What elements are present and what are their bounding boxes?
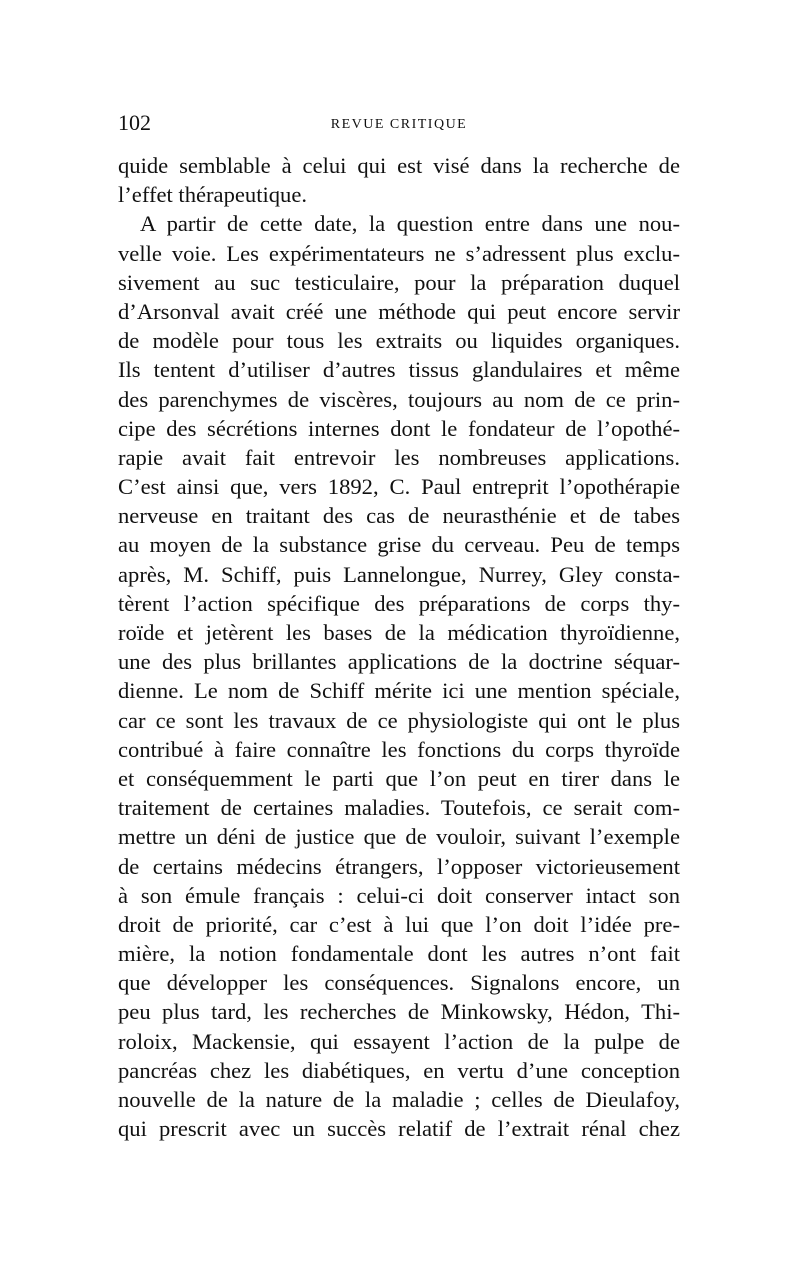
text-line: après, M. Schiff, puis Lannelongue, Nurrey, Gley consta- [118, 561, 680, 587]
running-head [118, 108, 680, 138]
text-line: de modèle pour tous les extraits ou liquides organiques. [118, 328, 680, 354]
text-line: d’Arsonval avait créé une méthode qui peut encore servir [118, 298, 680, 324]
text-line: rapie avait fait entrevoir les nombreuses applications. [118, 444, 680, 470]
text-line: une des plus brillantes applications de la doctrine séquar- [118, 649, 680, 675]
text-line: des parenchymes de viscères, toujours au nom de ce prin- [118, 386, 680, 412]
text-line: peu plus tard, les recherches de Minkowsky, Hédon, Thi- [118, 999, 680, 1025]
text-line: C’est ainsi que, vers 1892, C. Paul entreprit l’opothérapie [118, 474, 680, 500]
text-line: mettre un déni de justice que de vouloir, suivant l’exemple [118, 824, 680, 850]
text-line: roïde et jetèrent les bases de la médication thyroïdienne, [118, 620, 680, 645]
text-line: mière, la notion fondamentale dont les autres n’ont fait [118, 941, 680, 967]
text-line: cipe des sécrétions internes dont le fondateur de l’opothé- [118, 415, 680, 441]
body-text [118, 151, 680, 1143]
text-line: Ils tentent d’utiliser d’autres tissus glandulaires et même [118, 357, 680, 383]
text-line: qui prescrit avec un succès relatif de l’extrait rénal chez [118, 1116, 680, 1142]
page-number: 102 [118, 110, 151, 135]
text-line: car ce sont les travaux de ce physiologiste qui ont le plus [118, 707, 680, 733]
text-line: contribué à faire connaître les fonctions du corps thyroïde [118, 736, 680, 762]
text-line: au moyen de la substance grise du cerveau. Peu de temps [118, 532, 680, 558]
text-line: que développer les conséquences. Signalons encore, un [118, 970, 680, 996]
text-line: tèrent l’action spécifique des préparations de corps thy- [118, 590, 680, 616]
text-line: roloix, Mackensie, qui essayent l’action de la pulpe de [118, 1028, 680, 1054]
text-line: l’effet thérapeutique. [118, 182, 308, 208]
text-line: dienne. Le nom de Schiff mérite ici une mention spéciale, [118, 678, 680, 704]
text-line: droit de priorité, car c’est à lui que l’on doit l’idée pre- [118, 911, 680, 937]
text-line: pancréas chez les diabétiques, en vertu d’une conception [118, 1057, 680, 1083]
text-line: sivement au suc testiculaire, pour la préparation duquel [118, 269, 680, 295]
book-page [118, 108, 680, 1143]
text-line: nerveuse en traitant des cas de neurasthénie et de tabes [118, 503, 680, 529]
text-line: à son émule français : celui-ci doit conserver intact son [118, 882, 680, 908]
text-line: A partir de cette date, la question entre dans une nou- [140, 211, 680, 237]
text-line: traitement de certaines maladies. Toutefois, ce serait com- [118, 795, 680, 821]
text-line: de certains médecins étrangers, l’opposer victorieusement [118, 853, 680, 879]
text-line: velle voie. Les expérimentateurs ne s’adressent plus exclu- [118, 240, 680, 266]
text-line: et conséquemment le parti que l’on peut en tirer dans le [118, 765, 680, 791]
text-line: nouvelle de la nature de la maladie ; celles de Dieulafoy, [118, 1087, 680, 1112]
running-title: REVUE CRITIQUE [330, 117, 468, 132]
text-line: quide semblable à celui qui est visé dans la recherche de [118, 153, 680, 178]
